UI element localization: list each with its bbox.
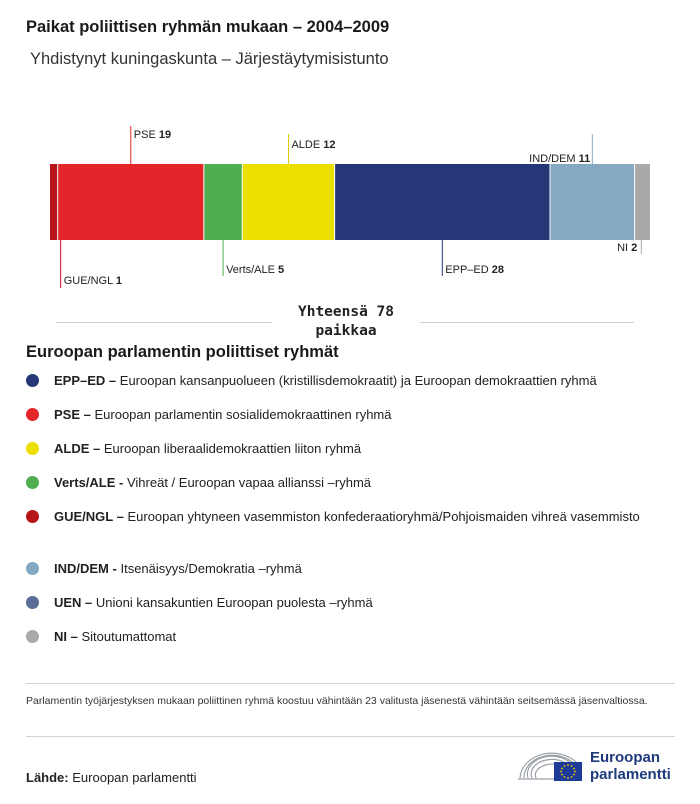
segment-label-name: NI xyxy=(617,242,632,254)
legend-abbr: GUE/NGL – xyxy=(54,509,124,524)
segment-label-name: ALDE xyxy=(291,139,324,151)
bar-segment-0 xyxy=(50,164,58,240)
legend-color-dot xyxy=(26,596,39,609)
legend-abbr: Verts/ALE - xyxy=(54,475,124,490)
footnote-divider-bottom xyxy=(26,736,675,737)
footnote: Parlamentin työjärjestyksen mukaan poliittinen ryhmä koostuu vähintään 23 valitusta jäsenestä vähintään seitsemässä jäsenvaltiossa. xyxy=(26,695,648,707)
logo-line-2: parlamentti xyxy=(590,766,671,783)
total-seats-label: Yhteensä 78 paikkaa xyxy=(297,304,395,339)
bar-segment-6 xyxy=(635,164,650,240)
stacked-bar-chart xyxy=(0,120,700,295)
logo-text xyxy=(590,749,671,783)
legend-color-dot xyxy=(26,630,39,643)
legend-desc: Vihreät / Euroopan vapaa allianssi –ryhmä xyxy=(126,475,372,490)
legend-color-dot xyxy=(26,510,39,523)
legend-abbr: EPP–ED – xyxy=(54,373,117,388)
segment-label-value: 5 xyxy=(278,264,285,276)
legend-desc: Itsenäisyys/Demokratia –ryhmä xyxy=(120,561,302,576)
legend-desc: Sitoutumattomat xyxy=(81,629,177,644)
segment-label xyxy=(226,264,284,276)
segment-label xyxy=(617,242,637,254)
legend-abbr: IND/DEM - xyxy=(54,561,117,576)
segment-label-name: EPP–ED xyxy=(445,264,492,276)
total-divider-left xyxy=(56,322,272,323)
legend-desc: Euroopan liberaalidemokraattien liiton ryhmä xyxy=(103,441,362,456)
european-parliament-logo xyxy=(516,742,686,792)
chart-title: Paikat poliittisen ryhmän mukaan – 2004–2009 xyxy=(26,18,390,36)
segment-label-name: IND/DEM xyxy=(529,153,579,165)
segment-label xyxy=(445,264,504,276)
bar-segment-1 xyxy=(58,164,204,240)
legend-desc: Euroopan kansanpuolueen (kristillisdemokraatit) ja Euroopan demokraattien ryhmä xyxy=(119,373,597,388)
segment-label-value: 1 xyxy=(115,275,122,287)
legend-color-dot xyxy=(26,562,39,575)
segment-label xyxy=(64,275,122,287)
source-value: Euroopan parlamentti xyxy=(72,770,197,785)
legend-desc: Euroopan yhtyneen vasemmiston konfederaatioryhmä/Pohjoismaiden vihreä vasemmisto xyxy=(127,509,640,524)
european-parliament-logo-icon xyxy=(516,742,586,792)
legend-color-dot xyxy=(26,374,39,387)
footnote-divider-top xyxy=(26,683,675,684)
legend-abbr: ALDE – xyxy=(54,441,101,456)
bar-segment-4 xyxy=(335,164,550,240)
legend-title: Euroopan parlamentin poliittiset ryhmät xyxy=(26,343,339,361)
legend-desc: Unioni kansakuntien Euroopan puolesta –ryhmä xyxy=(95,595,373,610)
legend-desc: Euroopan parlamentin sosialidemokraattinen ryhmä xyxy=(94,407,392,422)
legend-color-dot xyxy=(26,476,39,489)
bar-segment-5 xyxy=(550,164,635,240)
legend-abbr: PSE – xyxy=(54,407,91,422)
segment-label-value: 28 xyxy=(491,264,505,276)
chart-subtitle: Yhdistynyt kuningaskunta – Järjestäytymisistunto xyxy=(30,50,389,68)
segment-label-value: 11 xyxy=(578,153,591,165)
segment-label-value: 12 xyxy=(323,139,336,151)
segment-label-name: GUE/NGL xyxy=(63,275,116,287)
segment-label xyxy=(134,129,171,141)
segment-label-name: Verts/ALE xyxy=(226,264,279,276)
segment-label-value: 2 xyxy=(631,242,638,254)
bar-segment-2 xyxy=(204,164,242,240)
legend-color-dot xyxy=(26,408,39,421)
legend-color-dot xyxy=(26,442,39,455)
legend-abbr: UEN – xyxy=(54,595,93,610)
logo-line-1: Euroopan xyxy=(590,749,660,766)
legend-abbr: NI – xyxy=(54,629,78,644)
bar-segment-3 xyxy=(242,164,334,240)
total-divider-right xyxy=(420,322,634,323)
source-line xyxy=(26,770,197,785)
segment-label-name: PSE xyxy=(133,129,159,141)
source-label: Lähde: xyxy=(26,770,69,785)
segment-label xyxy=(529,153,590,165)
segment-label-value: 19 xyxy=(158,129,172,141)
segment-label xyxy=(291,139,335,151)
